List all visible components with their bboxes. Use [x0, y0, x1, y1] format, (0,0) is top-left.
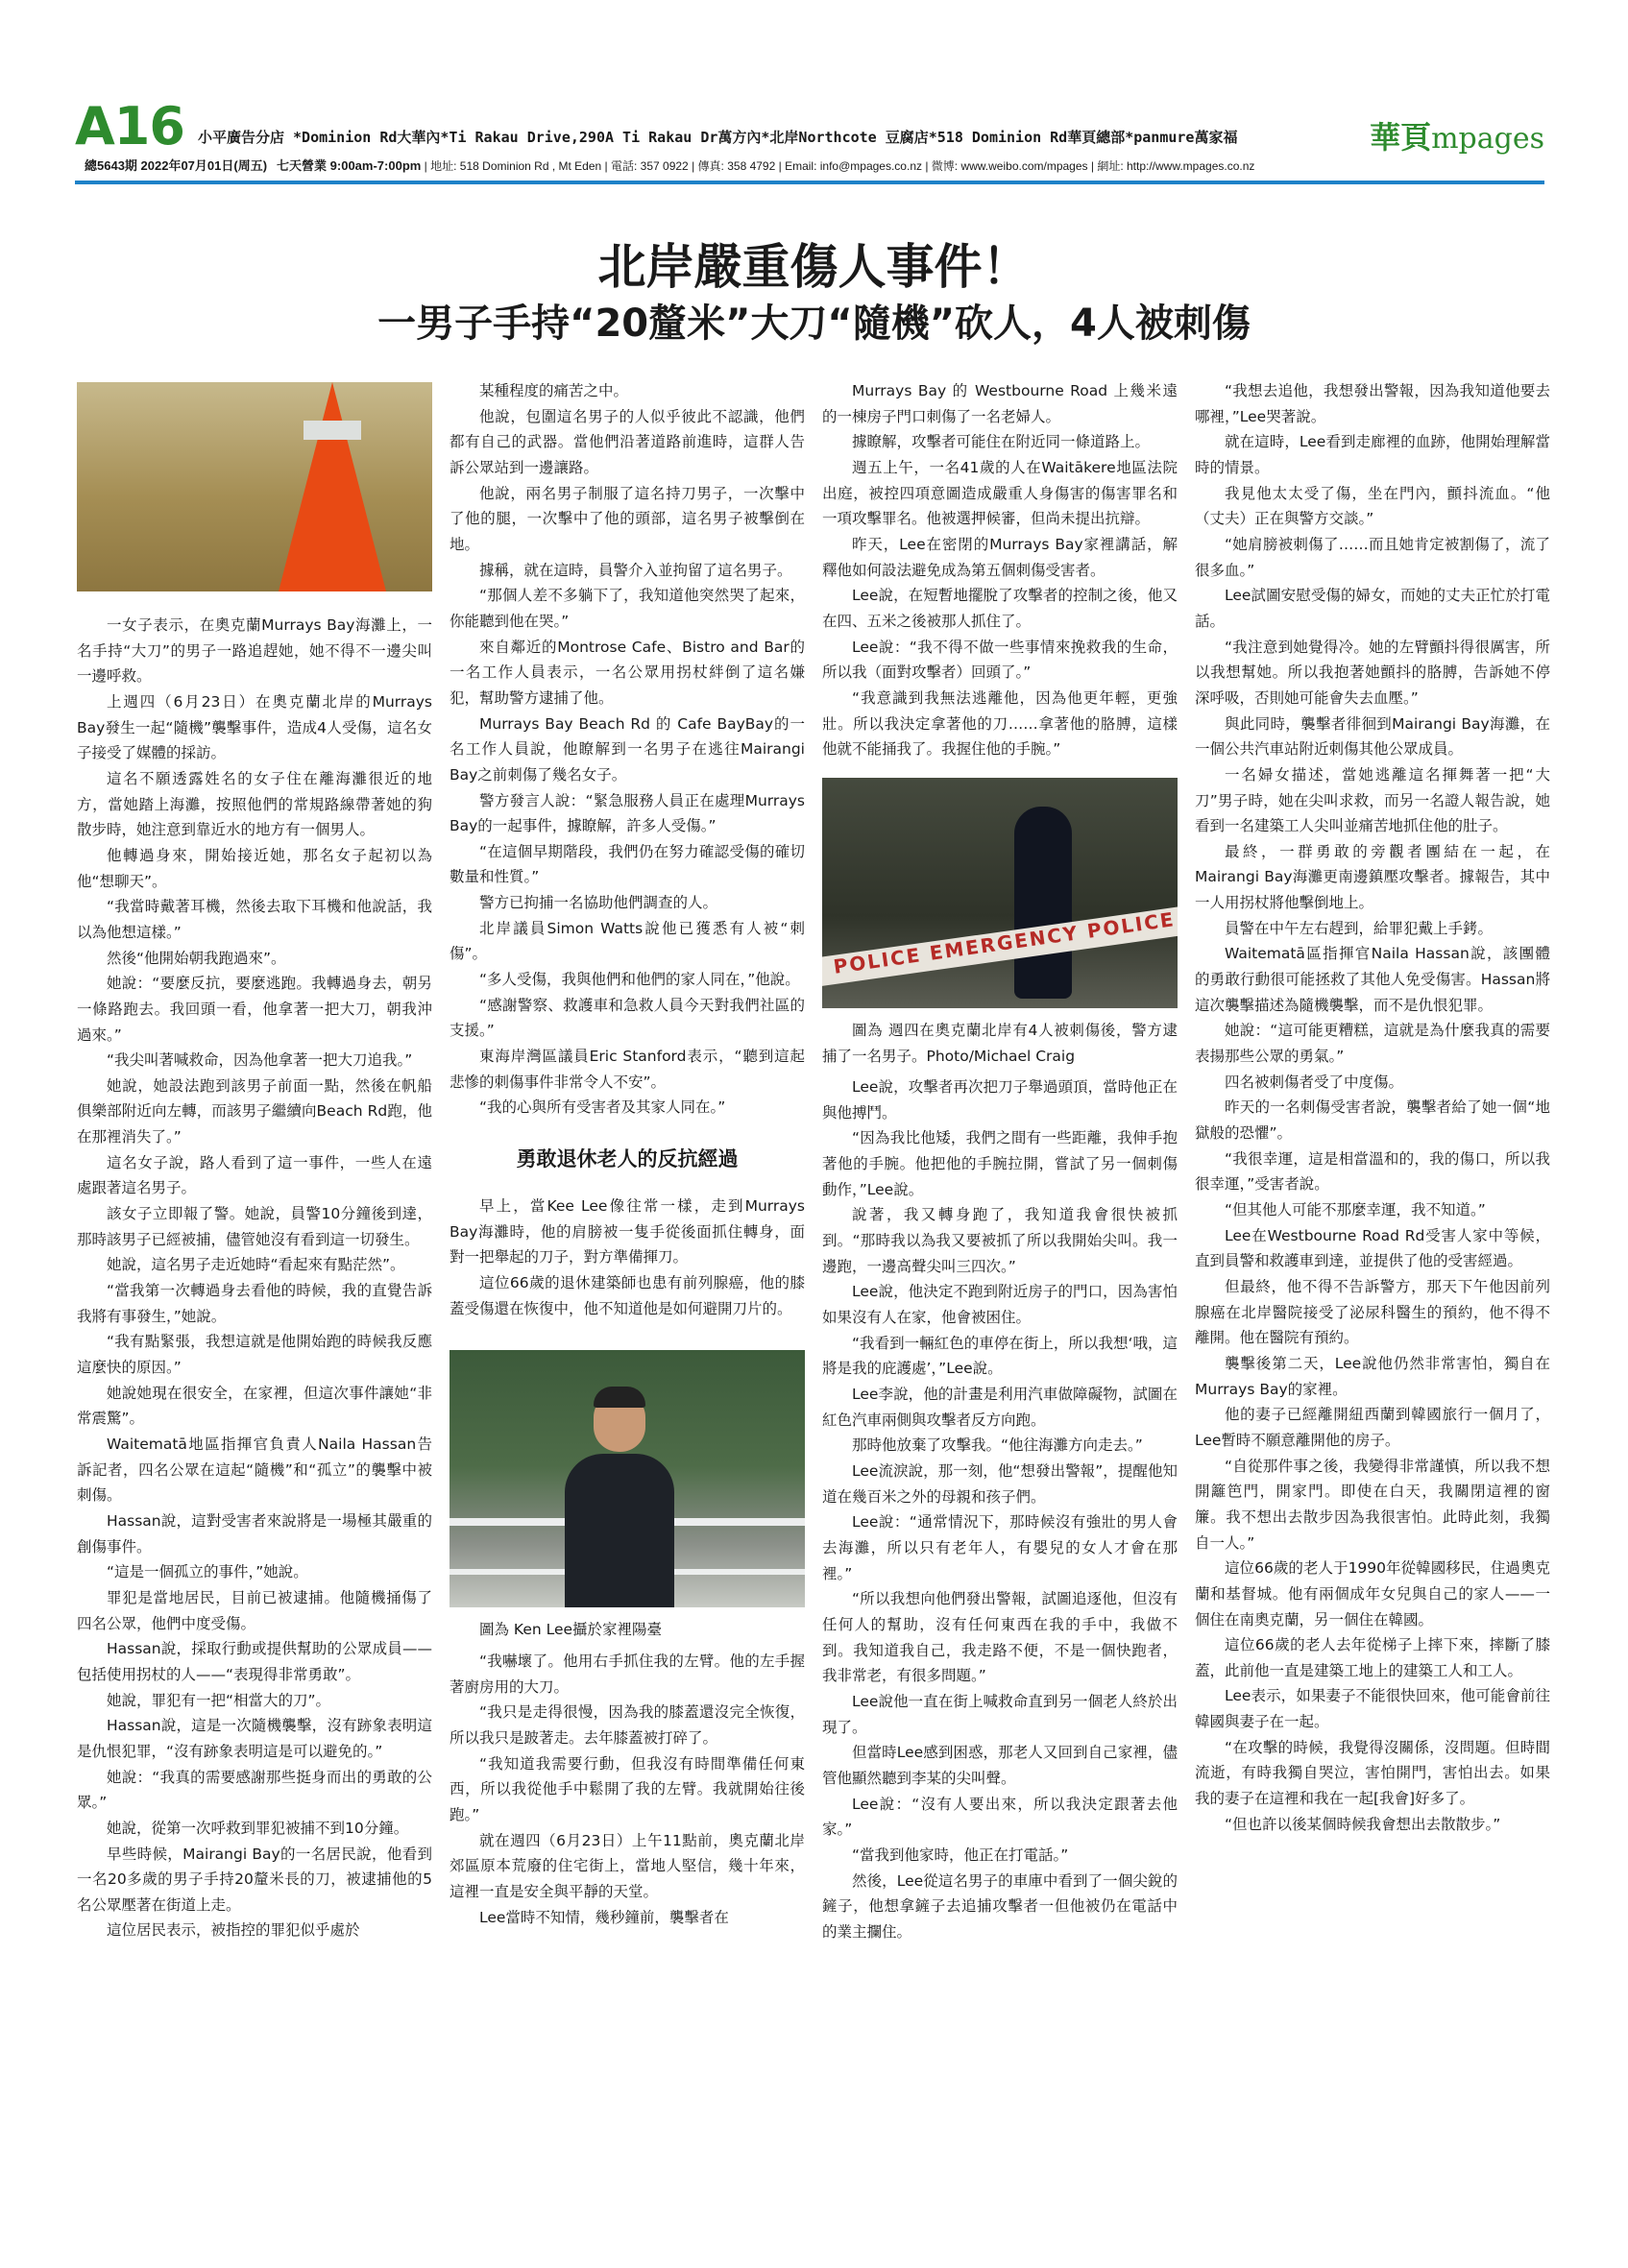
article-paragraph: 這位66歲的退休建築師也患有前列腺癌，他的膝蓋受傷還在恢復中，他不知道他是如何避開刀片的。 [450, 1274, 805, 1317]
article-paragraph: 據稱，就在這時，員警介入並拘留了這名男子。 [479, 561, 792, 579]
article-paragraph: 某種程度的痛苦之中。 [479, 382, 629, 399]
article-paragraph: 就在週四（6月23日）上午11點前，奧克蘭北岸郊區原本荒廢的住宅街上，當地人堅信，幾十年來，這裡一直是安全與平靜的天堂。 [450, 1831, 805, 1900]
article-paragraph: “當我第一次轉過身去看他的時候，我的直覺告訴我將有事發生，”她說。 [77, 1282, 432, 1325]
masthead [75, 96, 1544, 184]
traffic-cone-photo [77, 382, 432, 591]
article-paragraph: “所以我想向他們發出警報，試圖追逐他，但沒有任何人的幫助，沒有任何東西在我的手中，我做不到。我知道我自己，我走路不便，不是一個快跑者，我非常老，有很多問題。” [822, 1590, 1178, 1685]
article-paragraph: 那時他放棄了攻擊我。“他往海灘方向走去。” [852, 1436, 1143, 1455]
col2-body-c [450, 1649, 805, 1930]
article-paragraph: Murrays Bay Beach Rd 的 Cafe BayBay的一名工作人員說，他瞭解到一名男子在逃往Mairangi Bay之前刺傷了幾名女子。 [450, 714, 805, 784]
article-paragraph: 昨天，Lee在密閉的Murrays Bay家裡講話，解釋他如何設法避免成為第五個刺傷受害者。 [822, 535, 1178, 579]
article-paragraph: Lee當時不知情，幾秒鐘前，襲擊者在 [479, 1908, 729, 1926]
article-paragraph: 她說，罪犯有一把“相當大的刀”。 [107, 1691, 331, 1709]
weibo-link[interactable]: 微博: www.weibo.com/mpages [931, 159, 1088, 173]
article-paragraph: 上週四（6月23日）在奧克蘭北岸的Murrays Bay發生一起“隨機”襲擊事件，造成4人受傷，這名女子接受了媒體的採訪。 [77, 692, 432, 762]
article-paragraph: Waitematā區指揮官Naila Hassan說，該團體的勇敢行動很可能拯救了其他人免受傷害。Hassan將這次襲擊描述為隨機襲擊，而不是仇恨犯罪。 [1195, 945, 1550, 1014]
fax: 傳真: 358 4792 [697, 159, 776, 173]
article-paragraph: 四名被刺傷者受了中度傷。 [1225, 1073, 1404, 1091]
article-paragraph: 就在這時，Lee看到走廊裡的血跡，他開始理解當時的情景。 [1195, 433, 1550, 476]
article-paragraph: Hassan說，這是一次隨機襲擊，沒有跡象表明這是仇恨犯罪，“沒有跡象表明這是可以避免的。” [77, 1717, 432, 1760]
article-paragraph: 早些時候，Mairangi Bay的一名居民說，他看到一名20多歲的男子手持20釐米長的刀，被逮捕他的5名公眾壓著在街道上走。 [77, 1845, 432, 1914]
cone-shape [279, 382, 386, 591]
article-paragraph: 她說，她設法跑到該男子前面一點，然後在帆船俱樂部附近向左轉，而該男子繼續向Beach Rd跑，他在那裡消失了。” [77, 1076, 432, 1146]
article-paragraph: Hassan說，採取行動或提供幫助的公眾成員——包括使用拐杖的人——“表現得非常勇敢”。 [77, 1640, 432, 1683]
subheadline: 一男子手持“20釐米”大刀“隨機”砍人，4人被刺傷 [377, 302, 1251, 346]
cone-band [304, 421, 361, 440]
article-paragraph: 這位66歲的老人去年從梯子上摔下來，摔斷了膝蓋，此前他一直是建築工地上的建築工人和工人。 [1195, 1636, 1550, 1679]
police-tape: POLICE EMERGENCY POLICE [822, 904, 1178, 988]
article-paragraph: 警方發言人說：“緊急服務人員正在處理Murrays Bay的一起事件，據瞭解，許多人受傷。” [450, 791, 805, 835]
photo-caption-man: 圖為 Ken Lee攝於家裡陽臺 [479, 1621, 663, 1639]
page-number: A16 [75, 96, 184, 157]
article-paragraph: 她說：“要麼反抗，要麼逃跑。我轉過身去，朝另一條路跑去。我回頭一看，他拿著一把大刀，朝我沖過來。” [77, 975, 432, 1044]
article-paragraph: Lee在Westbourne Road Rd受害人家中等候，直到員警和救護車到達，並提供了他的受害經過。 [1195, 1226, 1550, 1270]
article-paragraph: “但其他人可能不那麼幸運，我不知道。” [1225, 1201, 1486, 1218]
article-paragraph: 他轉過身來，開始接近她，那名女子起初以為他“想聊天”。 [77, 846, 432, 890]
info-line: 總5643期 2022年07月01日(周五) 七天營業 9:00am-7:00pm | 地址: 518 Dominion Rd , Mt Eden | 電話: 357 0922 | 傳真: 358 4792 | Email: info@mpages.co.nz | 微博: www.weibo.com/mpages | 網址: http://www.mpages.co.nz [85, 158, 1255, 173]
article-paragraph: “我知道我需要行動，但我沒有時間準備任何東西，所以我從他手中鬆開了我的左臂。我就開始往後跑。” [450, 1754, 805, 1823]
article-paragraph: “我有點緊張，我想這就是他開始跑的時候我反應這麼快的原因。” [77, 1333, 432, 1377]
article-paragraph: “感謝警察、救護車和急救人員今天對我們社區的支援。” [450, 996, 805, 1040]
article-paragraph: 昨天的一名刺傷受害者說，襲擊者給了她一個“地獄般的恐懼”。 [1195, 1098, 1550, 1143]
article-paragraph: “但也許以後某個時候我會想出去散散步。” [1225, 1815, 1501, 1833]
article-paragraph: 她說，這名男子走近她時“看起來有點茫然”。 [107, 1256, 405, 1274]
article-paragraph: 她說她現在很安全，在家裡，但這次事件讓她“非常震驚”。 [77, 1384, 432, 1428]
article-paragraph: Lee說：“我不得不做一些事情來挽救我的生命，所以我（面對攻擊者）回頭了。” [822, 638, 1178, 682]
article-paragraph: 一女子表示，在奧克蘭Murrays Bay海灘上，一名手持“大刀”的男子一路追趕她，她不得不一邊尖叫一邊呼救。 [77, 616, 432, 686]
article-paragraph: “她肩膀被刺傷了……而且她肯定被割傷了，流了很多血。” [1195, 535, 1550, 579]
article-paragraph: “我尖叫著喊救命，因為他拿著一把大刀追我。” [107, 1051, 413, 1070]
section-heading: 勇敢退休老人的反抗經過 [516, 1146, 739, 1171]
article-paragraph: “在這個早期階段，我們仍在努力確認受傷的確切數量和性質。” [450, 842, 805, 886]
article-paragraph: Murrays Bay 的 Westbourne Road 上幾米遠的一棟房子門口刺傷了一名老婦人。 [822, 382, 1178, 425]
man-vest [565, 1454, 674, 1607]
logo-en: mpages [1431, 122, 1544, 156]
article-paragraph: 來自鄰近的Montrose Cafe、Bistro and Bar的一名工作人員表示，一名公眾用拐杖絆倒了這名嫌犯，幫助警方逮捕了他。 [450, 638, 805, 707]
branch-list: 小平廣告分店 *Dominion Rd大華內*Ti Rakau Drive,290A Ti Rakau Dr萬方內*北岸Northcote 豆腐店*518 Dominion Rd華頁總部*panmure萬家福 [198, 129, 1238, 146]
article-paragraph: Lee試圖安慰受傷的婦女，而她的丈夫正忙於打電話。 [1195, 587, 1550, 630]
article-paragraph: “我當時戴著耳機，然後去取下耳機和他說話，我以為他想這樣。” [77, 898, 432, 941]
article-paragraph: 這位居民表示，被指控的罪犯似乎處於 [107, 1921, 360, 1940]
article-paragraph: “我嚇壞了。他用右手抓住我的左臂。他的左手握著廚房用的大刀。 [450, 1652, 805, 1696]
police-photo [822, 778, 1178, 1008]
article-paragraph: Lee說，攻擊者再次把刀子舉過頭頂，當時他正在與他搏鬥。 [822, 1078, 1178, 1122]
article-paragraph: Hassan說，這對受害者來說將是一場極其嚴重的創傷事件。 [77, 1511, 432, 1556]
article-paragraph: Lee說他一直在街上喊救命直到另一個老人終於出現了。 [822, 1692, 1178, 1736]
column-3 [822, 378, 1178, 1944]
column-2 [450, 378, 805, 1930]
article-paragraph: “我只是走得很慢，因為我的膝蓋還沒完全恢復，所以我只是跛著走。去年膝蓋被打碎了。 [450, 1703, 805, 1747]
article-paragraph: “我意識到我無法逃離他，因為他更年輕，更強壯。所以我決定拿著他的刀……拿著他的胳膊，這樣他就不能捅我了。我握住他的手腕。” [822, 688, 1178, 759]
col1-body [77, 613, 432, 1943]
article-paragraph: 她說：“這可能更糟糕，這就是為什麼我真的需要表揚那些公眾的勇氣。” [1195, 1022, 1550, 1066]
article-paragraph: 襲擊後第二天，Lee說他仍然非常害怕，獨自在 Murrays Bay的家裡。 [1195, 1354, 1550, 1398]
col4-body [1195, 378, 1550, 1837]
article-paragraph: 他的妻子已經離開紐西蘭到韓國旅行一個月了，Lee暫時不願意離開他的房子。 [1195, 1406, 1550, 1449]
article-paragraph: 這名不願透露姓名的女子住在離海灘很近的地方，當她踏上海灘，按照他們的常規路線帶著她的狗散步時，她注意到靠近水的地方有一個男人。 [77, 769, 432, 839]
photo-caption-police: 圖為 週四在奧克蘭北岸有4人被刺傷後，警方逮捕了一名男子。Photo/Michael Craig [822, 1021, 1178, 1065]
website-link[interactable]: 網址: http://www.mpages.co.nz [1097, 159, 1255, 173]
article-paragraph: 我見他太太受了傷，坐在門內，顫抖流血。“他（丈夫）正在與警方交談。” [1195, 484, 1550, 528]
article-paragraph: “因為我比他矮，我們之間有一些距離，我伸手抱著他的手腕。他把他的手腕拉開，嘗試了另一個刺傷動作，”Lee說。 [822, 1129, 1178, 1198]
opening-hours: 七天營業 9:00am-7:00pm [277, 158, 422, 173]
article-paragraph: “多人受傷，我與他們和他們的家人同在，”他說。 [479, 971, 800, 989]
article-paragraph: 週五上午，一名41歲的人在Waitākere地區法院出庭，被控四項意圖造成嚴重人身傷害的傷害罪名和一項攻擊罪名。他被選押候審，但尚未提出抗辯。 [822, 458, 1178, 528]
article-paragraph: “那個人差不多躺下了，我知道他突然哭了起來，你能聽到他在哭。” [450, 587, 805, 630]
mpages-logo[interactable] [1370, 113, 1544, 157]
article-paragraph: Lee說，在短暫地擺脫了攻擊者的控制之後，他又在四、五米之後被那人抓住了。 [822, 587, 1178, 630]
email-link[interactable]: Email: info@mpages.co.nz [785, 159, 922, 173]
article-paragraph: 該女子立即報了警。她說，員警10分鐘後到達，那時該男子已經被捕，儘管她沒有看到這一切發生。 [77, 1205, 432, 1248]
article-paragraph: 她說：“我真的需要感謝那些挺身而出的勇敢的公眾。” [77, 1768, 432, 1812]
article-paragraph: 然後“他開始朝我跑過來”。 [107, 949, 286, 967]
headline: 北岸嚴重傷人事件！ [597, 239, 1031, 295]
article-paragraph: 這位66歲的老人于1990年從韓國移民，住過奧克蘭和基督城。他有兩個成年女兒與自己的家人——一個住在南奧克蘭，另一個住在韓國。 [1195, 1559, 1550, 1629]
article-paragraph: 但當時Lee感到困惑，那老人又回到自己家裡，儘管他顯然聽到李某的尖叫聲。 [822, 1744, 1178, 1787]
article-paragraph: 她說，從第一次呼救到罪犯被捕不到10分鐘。 [107, 1819, 409, 1837]
article-paragraph: “我的心與所有受害者及其家人同在。” [479, 1098, 726, 1117]
article-paragraph: 北岸議員Simon Watts說他已獲悉有人被“刺傷”。 [450, 919, 805, 963]
article-paragraph: 東海岸灣區議員Eric Stanford表示，“聽到這起悲慘的刺傷事件非常令人不安”。 [450, 1048, 805, 1091]
police-officer [1014, 807, 1072, 999]
phone: 電話: 357 0922 [611, 159, 689, 173]
address: 地址: 518 Dominion Rd , Mt Eden [430, 159, 602, 173]
article-paragraph: 警方已拘捕一名協助他們調查的人。 [479, 894, 718, 912]
article-paragraph: “自從那件事之後，我變得非常謹慎，所以我不想開籬笆門，開家門。即使在白天，我關閉這裡的窗簾。我不想出去散步因為我很害怕。此時此刻，我獨自一人。” [1195, 1457, 1550, 1552]
col2-body-a [450, 378, 805, 1121]
article-paragraph: 說著，我又轉身跑了，我知道我會很快被抓到。“那時我以為我又要被抓了所以我開始尖叫。我一邊跑，一邊高聲尖叫三四次。” [822, 1206, 1178, 1275]
logo-cn: 華頁 [1370, 119, 1432, 156]
col2-body-b [450, 1194, 805, 1321]
article-paragraph: 但最終，他不得不告訴警方，那天下午他因前列腺癌在北岸醫院接受了泌尿科醫生的預約，他不得不離開。他在醫院有預約。 [1195, 1277, 1550, 1347]
column-4 [1195, 378, 1550, 1837]
col3-body-a [822, 378, 1178, 762]
article-paragraph: 據瞭解，攻擊者可能住在附近同一條道路上。 [852, 433, 1151, 451]
article-paragraph: 員警在中午左右趕到，給罪犯戴上手銬。 [1225, 919, 1494, 937]
article-paragraph: 一名婦女描述，當她逃離這名揮舞著一把“大刀”男子時，她在尖叫求救，而另一名證人報告說，她看到一名建築工人尖叫並痛苦地抓住他的肚子。 [1195, 765, 1550, 835]
issue-date: 總5643期 2022年07月01日(周五) [85, 158, 268, 173]
column-1 [77, 378, 432, 1943]
article-paragraph: 早上，當Kee Lee像往常一樣，走到Murrays Bay海灘時，他的肩膀被一隻手從後面抓住轉身，面對一把舉起的刀子，對方準備揮刀。 [450, 1197, 805, 1267]
article-paragraph: 罪犯是當地居民，目前已被逮捕。他隨機捅傷了四名公眾，他們中度受傷。 [77, 1588, 432, 1632]
article-paragraph: Lee說：“沒有人要出來，所以我決定跟著去他家。” [822, 1795, 1178, 1839]
article-paragraph: “在攻擊的時候，我覺得沒關係，沒問題。但時間流逝，有時我獨自哭泣，害怕開門，害怕出去。如果我的妻子在這裡和我在一起[我會]好多了。 [1195, 1738, 1550, 1808]
article-paragraph: 與此同時，襲擊者徘徊到Mairangi Bay海灘，在一個公共汽車站附近刺傷其他公眾成員。 [1195, 714, 1550, 759]
article-paragraph: 他說，兩名男子制服了這名持刀男子，一次擊中了他的腿，一次擊中了他的頭部，這名男子被擊倒在地。 [450, 484, 805, 553]
article-paragraph: 這名女子說，路人看到了這一事件，一些人在遠處跟著這名男子。 [77, 1153, 432, 1197]
article-paragraph: Lee李說，他的計畫是利用汽車做障礙物，試圖在紅色汽車兩側與攻擊者反方向跑。 [822, 1386, 1178, 1429]
article-paragraph: 然後，Lee從這名男子的車庫中看到了一個尖銳的鏟子，他想拿鏟子去追捕攻擊者一但他被仍在電話中的業主攔住。 [822, 1871, 1178, 1941]
article-paragraph: Lee說：“通常情況下，那時候沒有強壯的男人會去海灘，所以只有老年人，有嬰兒的女人才會在那裡。” [822, 1513, 1178, 1582]
man-cap [594, 1387, 645, 1408]
article-paragraph: 最終，一群勇敢的旁觀者團結在一起，在Mairangi Bay海灘更南邊鎮壓攻擊者。據報告，其中一人用拐杖將他擊倒地上。 [1195, 842, 1550, 912]
article-paragraph: Waitematā地區指揮官負責人Naila Hassan告訴記者，四名公眾在這起“隨機”和“孤立”的襲擊中被刺傷。 [77, 1436, 432, 1505]
article-paragraph: Lee表示，如果妻子不能很快回來，他可能會前往韓國與妻子在一起。 [1195, 1687, 1550, 1731]
article-paragraph: “我看到一輛紅色的車停在街上，所以我想‘哦，這將是我的庇護處’，”Lee說。 [822, 1334, 1178, 1378]
article-paragraph: “我很幸運，這是相當溫和的，我的傷口，所以我很幸運，”受害者說。 [1195, 1149, 1550, 1194]
article-paragraph: “這是一個孤立的事件，”她說。 [107, 1563, 308, 1581]
article-paragraph: “我注意到她覺得冷。她的左臂顫抖得很厲害，所以我想幫她。所以我抱著她顫抖的胳膊，告訴她不停深呼吸，否則她可能會失去血壓。” [1195, 638, 1550, 707]
article-paragraph: “我想去追他，我想發出警報，因為我知道他要去哪裡，”Lee哭著說。 [1195, 382, 1550, 425]
col3-body-b [822, 1074, 1178, 1944]
article-paragraph: Lee說，他決定不跑到附近房子的門口，因為害怕如果沒有人在家，他會被困住。 [822, 1283, 1178, 1327]
article-paragraph: 他說，包圍這名男子的人似乎彼此不認識，他們都有自己的武器。當他們沿著道路前進時，這群人告訴公眾站到一邊讓路。 [450, 407, 805, 476]
article-paragraph: “當我到他家時，他正在打電話。” [852, 1846, 1069, 1864]
article-paragraph: Lee流淚說，那一刻，他“想發出警報”，提醒他知道在幾百米之外的母親和孩子們。 [822, 1462, 1178, 1506]
ken-lee-photo [450, 1350, 805, 1607]
header-rule [75, 181, 1544, 184]
